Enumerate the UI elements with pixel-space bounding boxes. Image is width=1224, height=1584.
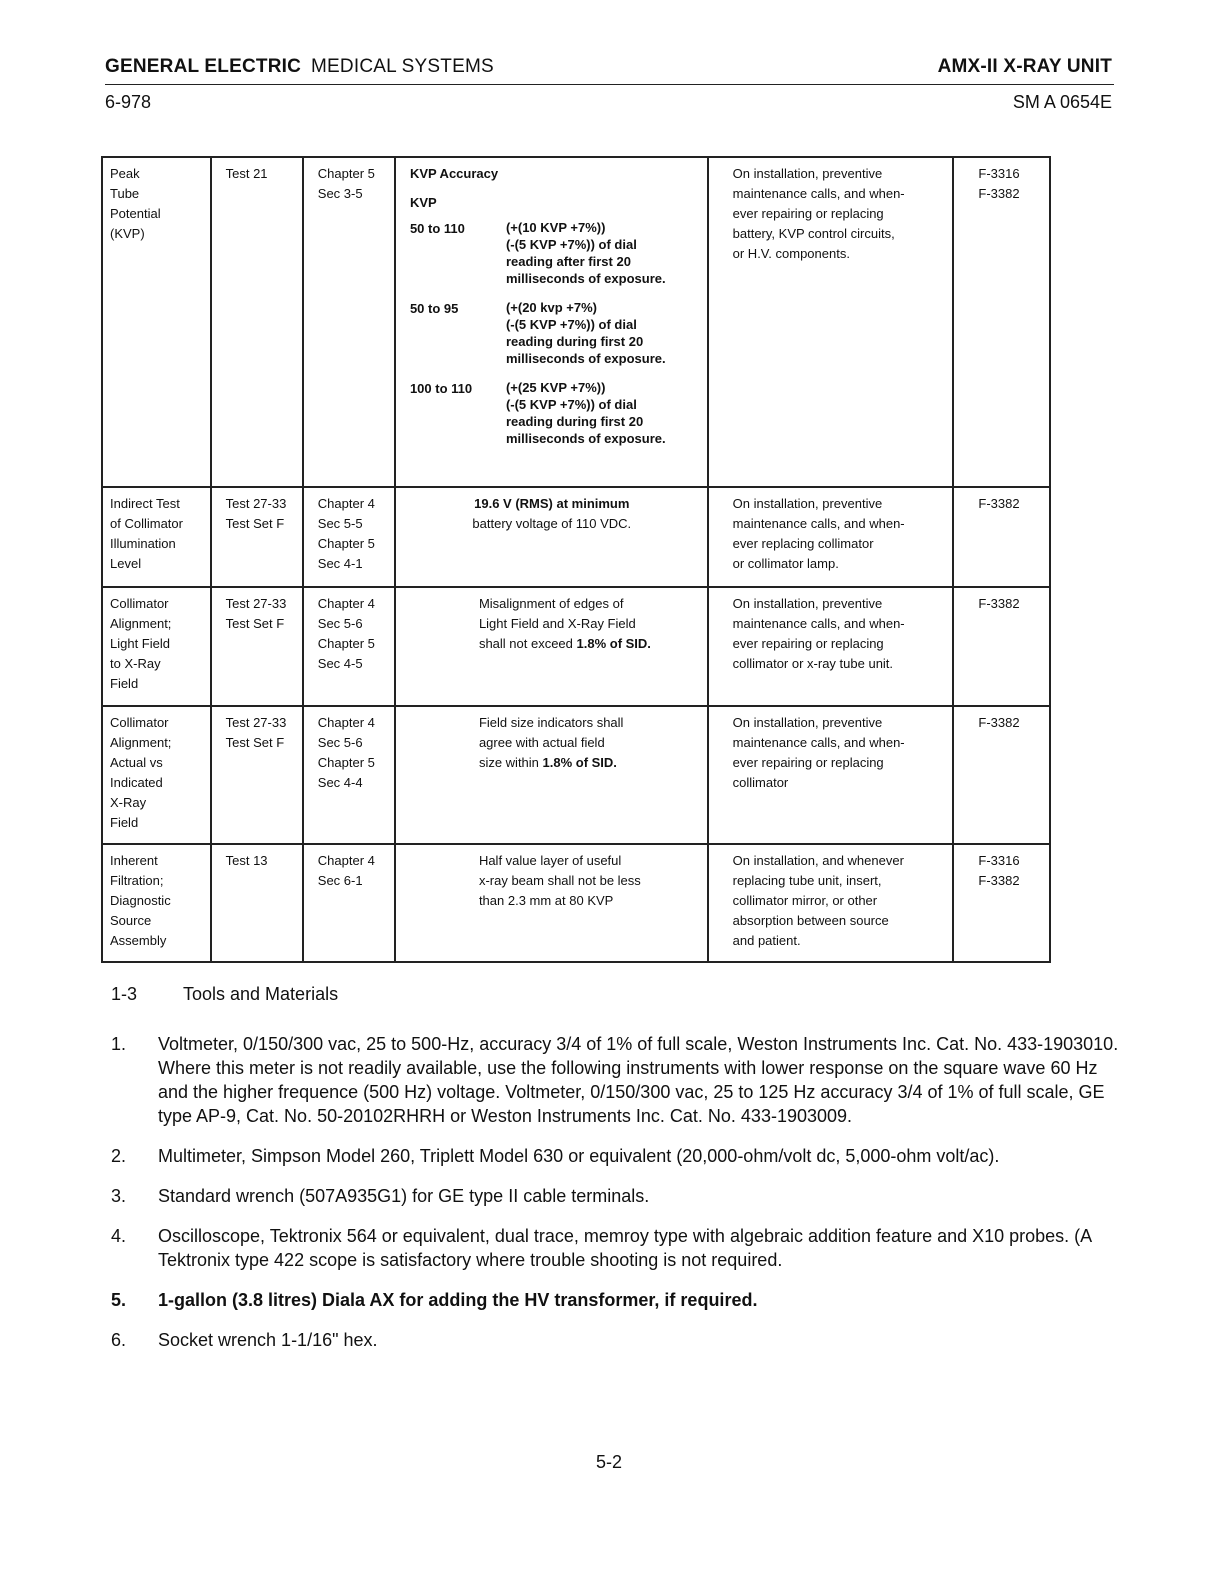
table-row <box>102 487 1050 587</box>
table-row <box>102 157 1050 487</box>
parameter-cell: Inherent Filtration; Diagnostic Source Assembly <box>102 844 211 962</box>
list-item: 5. 1-gallon (3.8 litres) Diala AX for adding the HV transformer, if required. <box>111 1290 758 1310</box>
parameter-cell: Indirect Test of Collimator Illumination Level <box>102 487 211 587</box>
parameter-cell: Collimator Alignment; Actual vs Indicated X-Ray Field <box>102 706 211 844</box>
list-item: 1. Voltmeter, 0/150/300 vac, 25 to 500-Hz, accuracy 3/4 of 1% of full scale, Weston Instruments Inc. Cat. No. 433-1903010. Where this meter is not readily available, use the following instruments with lower response on the square wave 60 Hz and the higher frequence (500 Hz) voltage. Voltmeter, 0/150/300 vac, 25 to 125 Hz accuracy 3/4 of 1% of full scale, GE type AP-9, Cat. No. 50-20102RHRH or Weston Instruments Inc. Cat. No. 433-1903009. <box>111 1034 1119 1126</box>
list-item: 3. Standard wrench (507A935G1) for GE type II cable terminals. <box>111 1186 650 1206</box>
test-cell: Test 21 <box>211 157 303 487</box>
parameter-cell: Collimator Alignment; Light Field to X-Ray Field <box>102 587 211 706</box>
header-company: GENERAL ELECTRIC <box>105 56 302 77</box>
kvp-range-row: 100 to 110 (+(25 KVP +7%)) (-(5 KVP +7%)) of dial reading during first 20 milliseconds of exposure. <box>409 380 666 446</box>
header-division: MEDICAL SYSTEMS <box>311 56 494 77</box>
section-heading <box>111 984 338 1005</box>
frequency-cell: On installation, and whenever replacing tube unit, insert, collimator mirror, or other absorption between source and patient. <box>708 844 954 962</box>
header-rule <box>105 84 1114 85</box>
page-number: 5-2 <box>596 1452 623 1472</box>
tools-list <box>111 1032 1121 1368</box>
forms-cell: F-3316 F-3382 <box>953 157 1050 487</box>
kvp-range-row: 50 to 110 (+(10 KVP +7%)) (-(5 KVP +7%)) of dial reading after first 20 milliseconds of exposure. <box>409 220 666 286</box>
parameter-cell: Peak Tube Potential (KVP) <box>102 157 211 487</box>
list-item: 4. Oscilloscope, Tektronix 564 or equivalent, dual trace, memroy type with algebraic addition feature and X10 probes. (A Tektronix type 422 scope is satisfactory where trouble shooting is not required. <box>111 1226 1092 1270</box>
reference-cell: Chapter 4 Sec 6-1 <box>303 844 395 962</box>
table-row <box>102 706 1050 844</box>
forms-cell: F-3382 <box>953 587 1050 706</box>
section-title: Tools and Materials <box>183 984 339 1004</box>
test-cell: Test 27-33 Test Set F <box>211 487 303 587</box>
doc-number: 6-978 <box>105 92 152 112</box>
requirement-cell <box>395 157 708 487</box>
requirement-cell: Field size indicators shall agree with actual field size within 1.8% of SID. <box>395 706 708 844</box>
forms-cell: F-3382 <box>953 487 1050 587</box>
frequency-cell: On installation, preventive maintenance calls, and when- ever repairing or replacing collimator <box>708 706 954 844</box>
forms-cell: F-3382 <box>953 706 1050 844</box>
reference-cell: Chapter 5 Sec 3-5 <box>303 157 395 487</box>
kvp-accuracy-title: KVP Accuracy <box>409 166 499 181</box>
kvp-subtitle: KVP <box>409 195 437 210</box>
frequency-cell: On installation, preventive maintenance calls, and when- ever repairing or replacing battery, KVP control circuits, or H.V. components. <box>708 157 954 487</box>
reference-cell: Chapter 4 Sec 5-6 Chapter 5 Sec 4-4 <box>303 706 395 844</box>
frequency-cell: On installation, preventive maintenance calls, and when- ever replacing collimator or collimator lamp. <box>708 487 954 587</box>
header-product: AMX-II X-RAY UNIT <box>937 56 1112 77</box>
reference-cell: Chapter 4 Sec 5-6 Chapter 5 Sec 4-5 <box>303 587 395 706</box>
table-row <box>102 844 1050 962</box>
requirement-cell: 19.6 V (RMS) at minimum battery voltage of 110 VDC. <box>395 487 708 587</box>
list-item: 2. Multimeter, Simpson Model 260, Triplett Model 630 or equivalent (20,000-ohm/volt dc, 5,000-ohm volt/ac). <box>111 1146 1000 1166</box>
manual-number: SM A 0654E <box>1012 92 1112 112</box>
test-cell: Test 13 <box>211 844 303 962</box>
header-company-line <box>105 56 494 78</box>
section-number: 1-3 <box>111 984 138 1004</box>
test-cell: Test 27-33 Test Set F <box>211 587 303 706</box>
requirement-cell: Half value layer of useful x-ray beam shall not be less than 2.3 mm at 80 KVP <box>395 844 708 962</box>
forms-cell: F-3316 F-3382 <box>953 844 1050 962</box>
table-row <box>102 587 1050 706</box>
list-item: 6. Socket wrench 1-1/16" hex. <box>111 1330 378 1350</box>
reference-cell: Chapter 4 Sec 5-5 Chapter 5 Sec 4-1 <box>303 487 395 587</box>
kvp-range-row: 50 to 95 (+(20 kvp +7%) (-(5 KVP +7%)) of dial reading during first 20 milliseconds of exposure. <box>409 300 666 366</box>
spec-table <box>101 156 1051 963</box>
requirement-cell: Misalignment of edges of Light Field and X-Ray Field shall not exceed 1.8% of SID. <box>395 587 708 706</box>
test-cell: Test 27-33 Test Set F <box>211 706 303 844</box>
frequency-cell: On installation, preventive maintenance calls, and when- ever repairing or replacing collimator or x-ray tube unit. <box>708 587 954 706</box>
